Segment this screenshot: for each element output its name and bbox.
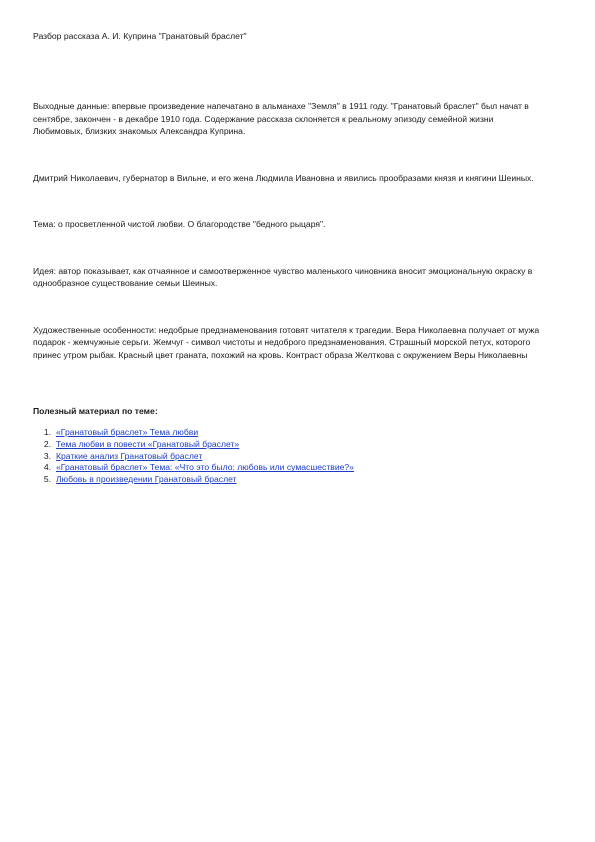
paragraph-theme: Тема: о просветленной чистой любви. О благородстве "бедного рыцаря". bbox=[33, 219, 326, 229]
list-item bbox=[33, 439, 543, 451]
document-page bbox=[33, 30, 543, 486]
list-item-number: 1. bbox=[43, 427, 51, 437]
paragraph-idea: Идея: автор показывает, как отчаянное и самоотверженное чувство маленького чиновника вносит эмоциональную окраску в однообразное существование семьи Шеиных. bbox=[33, 265, 533, 288]
list-item bbox=[33, 451, 543, 463]
list-item-number: 5. bbox=[43, 474, 51, 485]
list-item-number: 3. bbox=[43, 450, 51, 461]
list-item bbox=[33, 427, 543, 439]
paragraph-artistic-features: Художественные особенности: недобрые предзнаменования готовят читателя к трагедии. Вера Николаевна получает от мужа подарок - жемчужные серьги. Жемчуг - символ чистоты и недоброго предзнаменования. Страшный морской петух, которого принес утром рыбак. Красный цвет граната, похожий на кровь. Контраст образа Желткова с окружением Веры Николаевны bbox=[33, 324, 540, 360]
list-item-number: 4. bbox=[43, 462, 51, 473]
useful-link-1[interactable]: «Гранатовый браслет» Тема любви bbox=[56, 427, 199, 437]
useful-link-2[interactable]: Тема любви в повести «Гранатовый браслет» bbox=[56, 438, 240, 449]
useful-link-4[interactable]: «Гранатовый браслет» Тема: «Что это было: любовь или сумасшествие?» bbox=[56, 462, 354, 473]
list-item-number: 2. bbox=[43, 438, 51, 449]
useful-link-3[interactable]: Краткие анализ Гранатовый браслет bbox=[56, 450, 203, 461]
useful-links-list bbox=[33, 427, 543, 486]
paragraph-prototypes: Дмитрий Николаевич, губернатор в Вильне, и его жена Людмила Ивановна и явились прообразами князя и княгини Шеиных. bbox=[33, 172, 534, 183]
list-item bbox=[33, 474, 543, 486]
useful-link-5[interactable]: Любовь в произведении Гранатовый браслет bbox=[56, 474, 237, 485]
paragraph-publication-info: Выходные данные: впервые произведение напечатано в альманахе "Земля" в 1911 году. "Гранатовый браслет" был начат в сентябре, закончен - в декабре 1910 года. Содержание рассказа склоняется к реальному эпизоду семейной жизни Любимовых, близких знакомых Александра Куприна. bbox=[33, 101, 529, 136]
useful-material-heading: Полезный материал по теме: bbox=[33, 406, 158, 416]
list-item bbox=[33, 462, 543, 474]
document-title: Разбор рассказа А. И. Куприна "Гранатовый браслет" bbox=[33, 31, 247, 41]
